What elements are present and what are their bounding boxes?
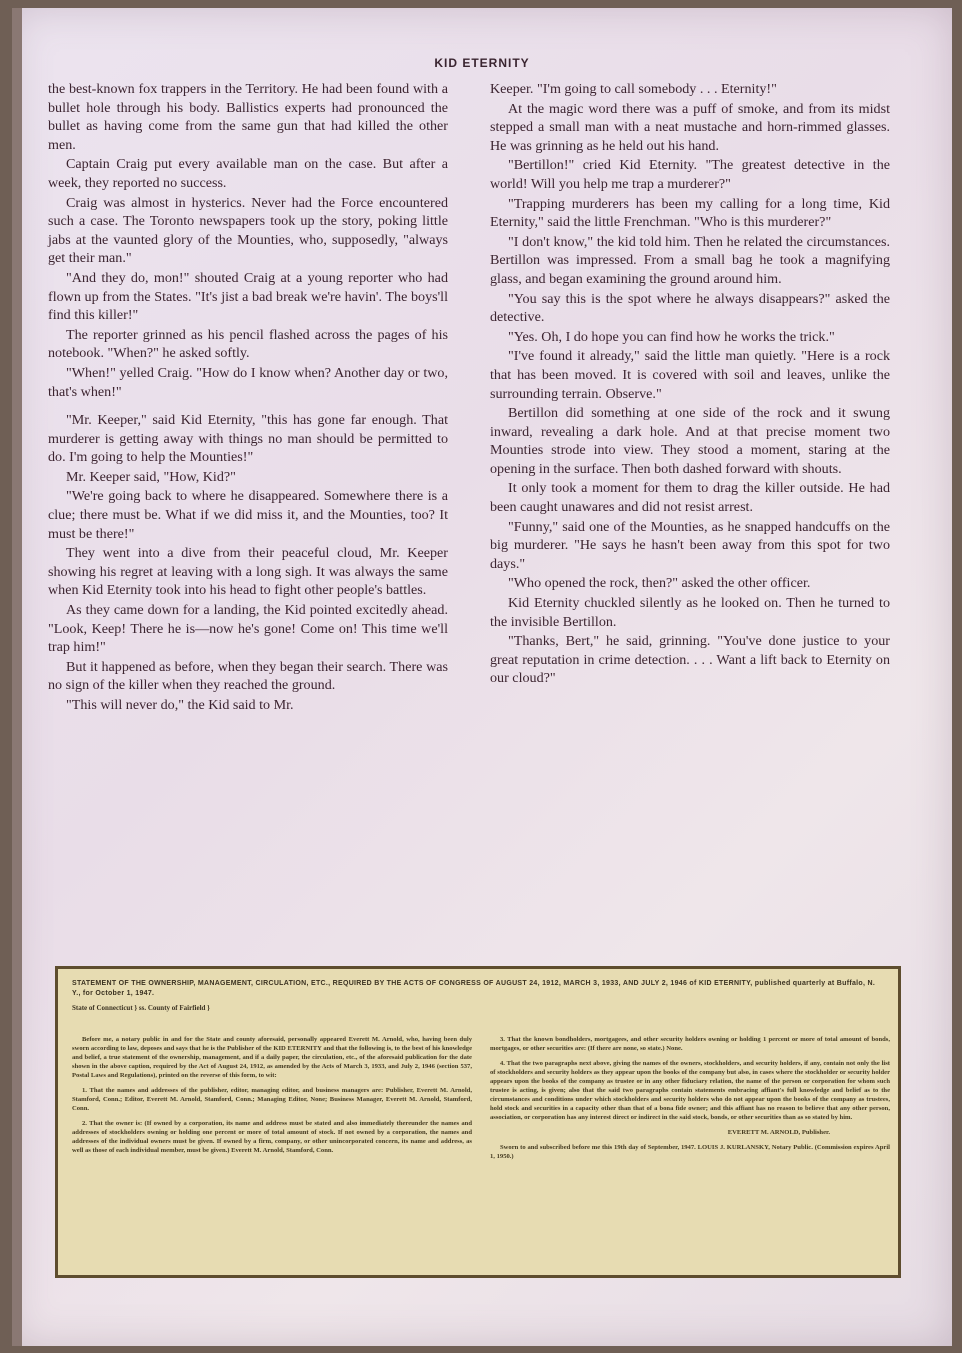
paragraph: "Bertillon!" cried Kid Eternity. "The greatest detective in the world! Will you help me trap a murderer?"	[490, 157, 890, 192]
paragraph: Captain Craig put every available man on the case. But after a week, they reported no success.	[48, 156, 448, 191]
paragraph: Bertillon did something at one side of the rock and it swung inward, revealing a dark hole. And at that precise moment two Mounties strode into view. They stood a moment, staring at the opening in the surface. Then both dashed forward with shouts.	[490, 405, 890, 477]
paragraph: "Funny," said one of the Mounties, as he snapped handcuffs on the big murderer. "He says he hasn't been away from this spot for two days."	[490, 518, 890, 572]
paragraph: "Yes. Oh, I do hope you can find how he works the trick."	[508, 328, 835, 345]
paragraph: Kid Eternity chuckled silently as he looked on. Then he turned to the invisible Bertillon.	[490, 595, 890, 630]
paragraph: 4. That the two paragraphs next above, giving the names of the owners, stockholders, and security holders, if any, contain not only the list of stockholders and security holders as they appear upon the books of the company but also, in cases where the stockholder or security holder appears upon the books of the company as trustee or in any other fiduciary relation, the name of the person or corporation for whom such trustee is acting, is given; also that the said two paragraphs contain statements embracing affiant's full knowledge and belief as to the circumstances and conditions under which stockholders and security holders who do not appear upon the books of the company as trustees, hold stock and securities in a capacity other than that of a bona fide owner; and this affiant has no reason to believe that any other person, association, or corporation has any interest direct or indirect in the said stock, bonds, or other securities than as so stated by him.	[490, 1060, 890, 1121]
paragraph: At the magic word there was a puff of smoke, and from its midst stepped a small man with a neat mustache and horn-rimmed glasses. He was grinning as he held out his hand.	[490, 100, 890, 154]
paragraph: "Thanks, Bert," he said, grinning. "You've done justice to your great reputation in crime detection. . . . Want a lift back to Eternity on our cloud?"	[490, 633, 890, 687]
story-column-right	[490, 80, 890, 689]
statement-state-line: State of Connecticut } ss. County of Fairfield }	[72, 1004, 210, 1012]
paragraph: "I don't know," the kid told him. Then he related the circumstances. Bertillon was impressed. From a small bag he took a magnifying glass, and began examining the ground around him.	[490, 233, 890, 287]
paragraph: Keeper. "I'm going to call somebody . . . Eternity!"	[490, 81, 777, 97]
paragraph: "When!" yelled Craig. "How do I know when? Another day or two, that's when!"	[48, 364, 448, 400]
statement-title: STATEMENT OF THE OWNERSHIP, MANAGEMENT, CIRCULATION, ETC., REQUIRED BY THE ACTS OF CONGRESS OF AUGUST 24, 1912, MARCH 3, 1933, AND JULY 2, 1946 of KID ETERNITY, published quarterly at Buffalo, N. Y., for October 1, 1947.	[72, 980, 876, 997]
paragraph: "I've found it already," said the little man quietly. "Here is a rock that has been moved. It is covered with soil and leaves, unlike the surrounding terrain. Observe."	[490, 348, 890, 402]
ownership-statement-box	[55, 966, 901, 1278]
paragraph: "Trapping murderers has been my calling for a long time, Kid Eternity," said the little Frenchman. "Who is this murderer?"	[490, 195, 890, 231]
statement-column-right	[490, 1035, 890, 1263]
page-edge-shadow	[12, 8, 22, 1346]
paragraph: "We're going back to where he disappeared. Somewhere there is a clue; there must be. What if we did miss it, and the Mounties, too? It must be there!"	[48, 488, 448, 542]
paragraph: It only took a moment for them to drag the killer outside. He had been caught unawares and did not resist arrest.	[490, 480, 890, 516]
paragraph: Craig was almost in hysterics. Never had the Force encountered such a case. The Toronto newspapers took up the story, poking little jabs at the vaunted glory of the Mounties, who, supposedly, "always get their man."	[48, 194, 448, 267]
paragraph: Mr. Keeper said, "How, Kid?"	[66, 468, 236, 485]
paragraph: "And they do, mon!" shouted Craig at a young reporter who had flown up from the States. "It's jist a bad break we're havin'. The boys'll find this killer!"	[48, 269, 448, 324]
comic-page	[12, 8, 952, 1346]
paragraph: But it happened as before, when they began their search. There was no sign of the killer when they reached the ground.	[48, 658, 448, 694]
paragraph: "Mr. Keeper," said Kid Eternity, "this has gone far enough. That murderer is getting away with things no man should be permitted to do. I'm going to help the Mounties!"	[48, 412, 448, 466]
paragraph: 3. That the known bondholders, mortgagees, and other security holders owning or holding 1 percent or more of total amount of bonds, mortgages, or other securities are: (If there are none, so state.) None.	[490, 1036, 890, 1052]
paragraph: EVERETT M. ARNOLD, Publisher.	[727, 1129, 830, 1136]
paragraph: They went into a dive from their peaceful cloud, Mr. Keeper showing his regret at leaving with a long sigh. It was always the same when Kid Eternity took into his head to fight other people's battles.	[48, 545, 448, 599]
paragraph: "You say this is the spot where he always disappears?" asked the detective.	[490, 290, 890, 326]
paragraph: Sworn to and subscribed before me this 19th day of September, 1947. LOUIS J. KURLANSKY, Notary Public. (Commission expires April 1, 1950.)	[490, 1144, 890, 1160]
story-column-left	[48, 80, 448, 716]
paragraph: 2. That the owner is: (If owned by a corporation, its name and address must be stated and also immediately thereunder the names and addresses of stockholders owning or holding one percent or more of total amount of stock. If not owned by a corporation, the names and addresses of the individual owners must be given. If owned by a firm, company, or other unincorporated concern, its name and address, as well as those of each individual member, must be given.) Everett M. Arnold, Stamford, Conn.	[72, 1120, 472, 1154]
paragraph: the best-known fox trappers in the Territory. He had been found with a bullet hole through his body. Ballistics experts had pronounced the bullet as having come from the same gun that had killed the other men.	[48, 81, 448, 153]
running-header: KID ETERNITY	[434, 56, 530, 70]
paragraph: As they came down for a landing, the Kid pointed excitedly ahead. "Look, Keep! There he is—now he's gone! Come on! This time we'll trap him!"	[48, 602, 448, 656]
paragraph: "Who opened the rock, then?" asked the other officer.	[508, 575, 811, 592]
paragraph: 1. That the names and addresses of the publisher, editor, managing editor, and business managers are: Publisher, Everett M. Arnold, Stamford, Conn.; Editor, Everett M. Arnold, Stamford, Conn.; Managing Editor, None; Business Manager, Everett M. Arnold, Stamford, Conn.	[72, 1087, 472, 1112]
paragraph: Before me, a notary public in and for the State and county aforesaid, personally appeared Everett M. Arnold, who, having been duly sworn according to law, deposes and says that he is the Publisher of the KID ETERNITY and that the following is, to the best of his knowledge and belief, a true statement of the ownership, management, and if a daily paper, the circulation, etc., of the aforesaid publication for the date shown in the above caption, required by the Act of August 24, 1912, as amended by the Acts of March 3, 1933, and July 2, 1946 (section 537, Postal Laws and Regulations), printed on the reverse of this form, to wit:	[72, 1036, 472, 1079]
statement-column-left	[72, 1035, 472, 1263]
paragraph: "This will never do," the Kid said to Mr.	[66, 697, 294, 713]
paragraph: The reporter grinned as his pencil flashed across the pages of his notebook. "When?" he asked softly.	[48, 326, 448, 362]
